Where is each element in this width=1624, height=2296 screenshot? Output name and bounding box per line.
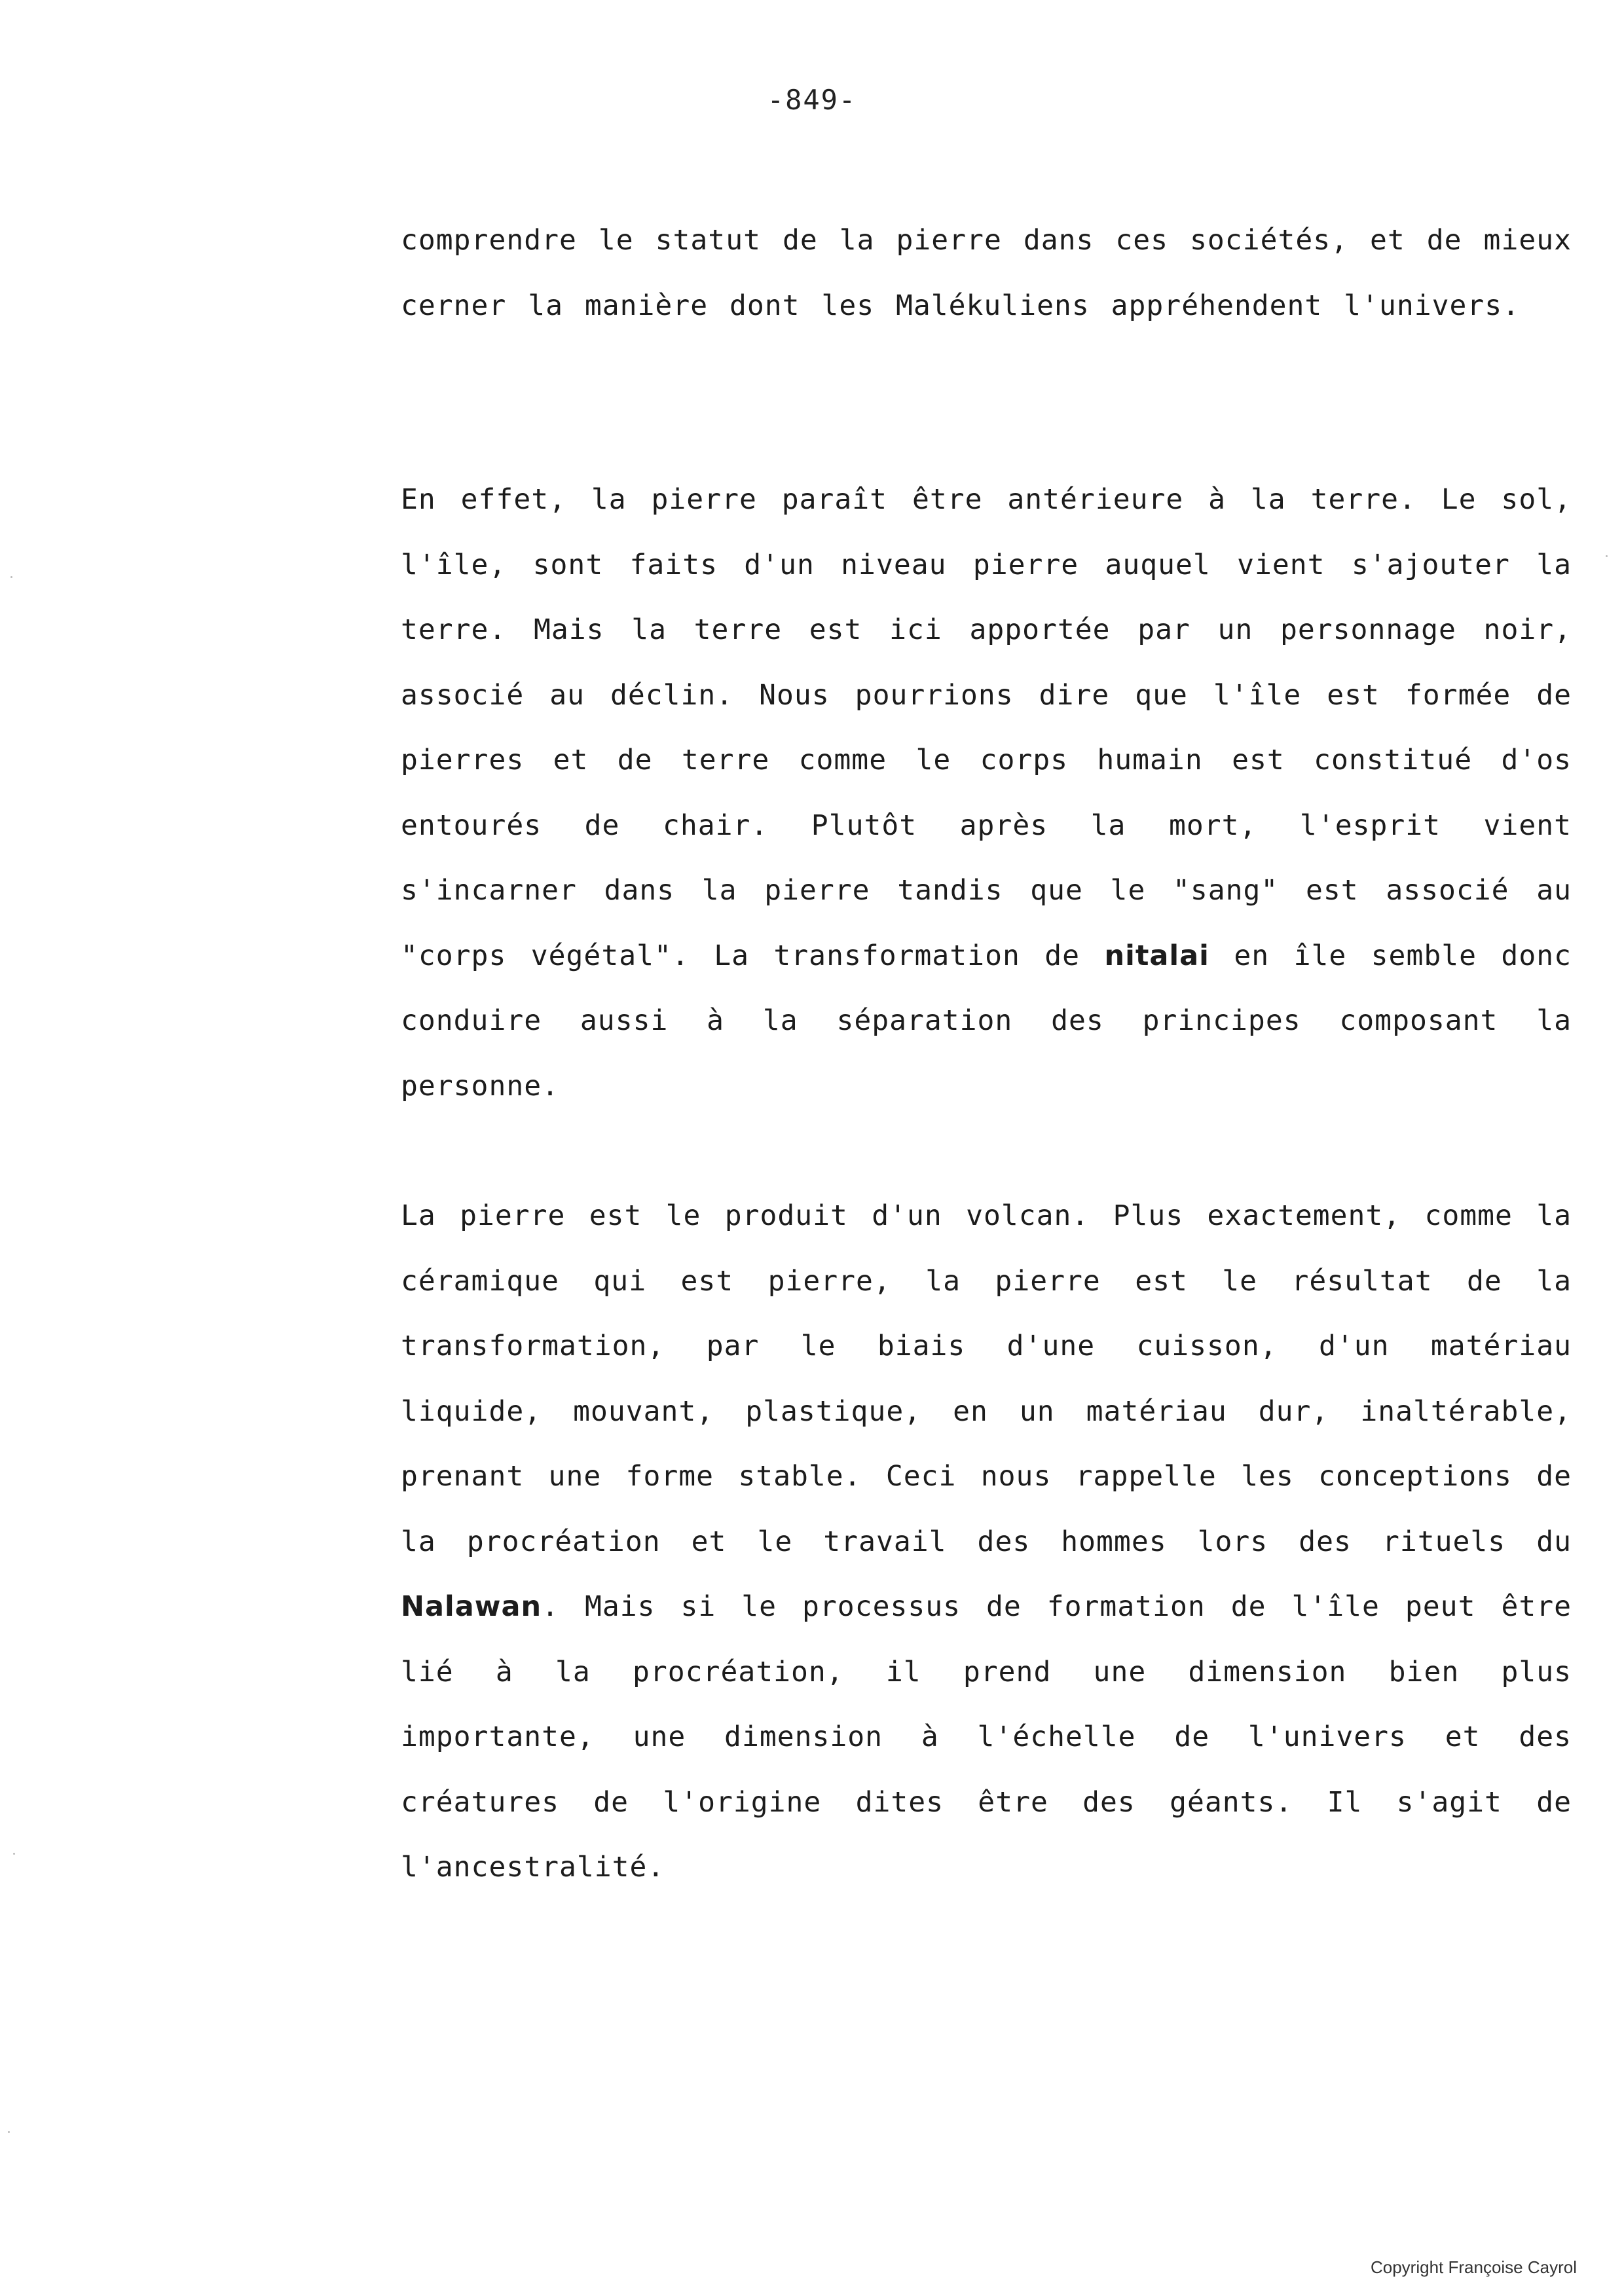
paragraph-2-text bbox=[401, 467, 1572, 1119]
paragraph-2 bbox=[401, 467, 1572, 1119]
scan-speck bbox=[1606, 555, 1608, 557]
paragraph-2-text-end: en île semble donc conduire aussi à la séparation des principes composant la personne. bbox=[401, 939, 1572, 1102]
copyright-notice: Copyright Françoise Cayrol bbox=[1370, 2257, 1577, 2277]
page-number: -849- bbox=[767, 84, 857, 116]
scan-speck bbox=[8, 2131, 10, 2133]
term-nalawan: Nalawan bbox=[401, 1590, 542, 1623]
paragraph-1 bbox=[401, 208, 1572, 338]
paragraph-1-text: comprendre le statut de la pierre dans ces sociétés, et de mieux cerner la manière dont les Malékuliens appréhendent l'univers. bbox=[401, 224, 1572, 322]
paragraph-2-text-start: En effet, la pierre paraît être antérieure à la terre. Le sol, l'île, sont faits d'un niveau pierre auquel vient s'ajouter la terre. Mais la terre est ici apportée par un personnage noir, associé au déclin. Nous pourrions dire que l'île est formée de pierres et de terre comme le corps humain est constitué d'os entourés de chair. Plutôt après la mort, l'esprit vient s'incarner dans la pierre tandis que le "sang" est associé au "corps végétal". La transformation de bbox=[401, 483, 1572, 972]
term-nitalai: nitalai bbox=[1104, 939, 1209, 972]
paragraph-3-text bbox=[401, 1184, 1572, 1901]
paragraph-3 bbox=[401, 1184, 1572, 1901]
scan-speck bbox=[10, 576, 12, 578]
paragraph-3-text-end: . Mais si le processus de formation de l'île peut être lié à la procréation, il prend une dimension bien plus importante, une dimension à l'échelle de l'univers et des créatures de l'origine dites être des géants. Il s'agit de l'ancestralité. bbox=[401, 1590, 1572, 1884]
scan-speck bbox=[13, 1853, 15, 1855]
paragraph-3-text-start: La pierre est le produit d'un volcan. Plus exactement, comme la céramique qui est pierre, la pierre est le résultat de la transformation, par le biais d'une cuisson, d'un matériau liquide, mouvant, plastique, en un matériau dur, inaltérable, prenant une forme stable. Ceci nous rappelle les conceptions de la procréation et le travail des hommes lors des rituels du bbox=[401, 1199, 1572, 1558]
